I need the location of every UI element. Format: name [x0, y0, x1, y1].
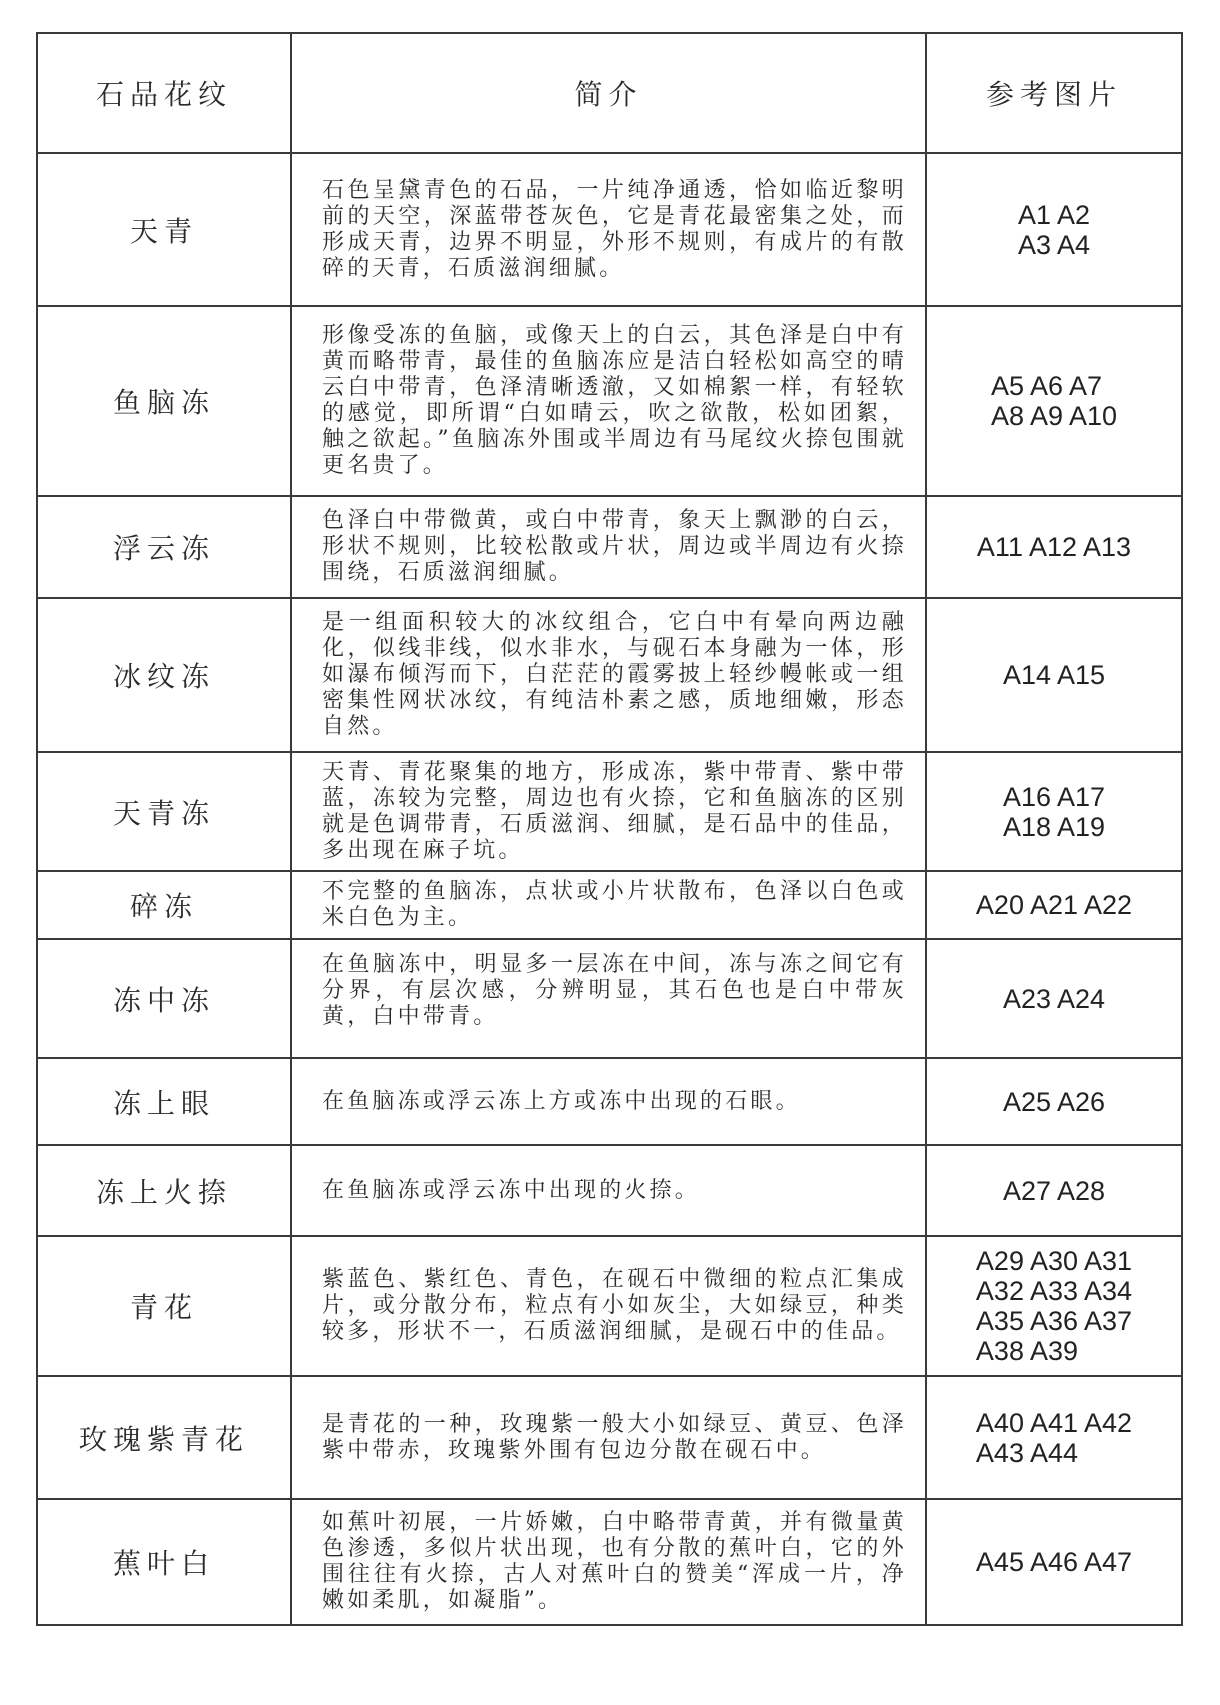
reference-line: A16 A17 — [1002, 781, 1106, 812]
table-row — [37, 871, 1182, 939]
reference-line: A32 A33 A34 — [975, 1276, 1133, 1306]
reference-images — [926, 1058, 1182, 1145]
reference-images — [926, 752, 1182, 871]
pattern-description — [291, 939, 926, 1058]
table-row — [37, 1236, 1182, 1376]
reference-images — [926, 153, 1182, 306]
table-header-row — [37, 33, 1182, 153]
reference-line: A25 A26 — [1002, 1086, 1106, 1117]
table-row — [37, 496, 1182, 598]
description-text: 在鱼脑冻中，明显多一层冻在中间，冻与冻之间它有分界，有层次感，分辨明显，其石色也是白中带灰黄，白中带青。 — [322, 952, 907, 1029]
reference-images — [926, 598, 1182, 752]
description-text: 不完整的鱼脑冻，点状或小片状散布，色泽以白色或米白色为主。 — [322, 879, 907, 930]
pattern-name: 天青冻 — [37, 752, 291, 871]
description-text: 如蕉叶初展，一片娇嫩，白中略带青黄，并有微量黄色渗透，多似片状出现，也有分散的蕉叶白，它的外围往往有火捺，古人对蕉叶白的赞美“浑成一片，净嫩如柔肌，如凝脂”。 — [322, 1510, 907, 1613]
pattern-description — [291, 496, 926, 598]
reference-line: A8 A9 A10 — [990, 401, 1118, 431]
pattern-name: 冰纹冻 — [37, 598, 291, 752]
description-text: 是一组面积较大的冰纹组合，它白中有晕向两边融化，似线非线，似水非水，与砚石本身融为一体，形如瀑布倾泻而下，白茫茫的霞雾披上轻纱幔帐或一组密集性网状冰纹，有纯洁朴素之感，质地细嫩，形态自然。 — [322, 610, 907, 739]
table-row — [37, 1145, 1182, 1236]
reference-images — [926, 496, 1182, 598]
table-row — [37, 598, 1182, 752]
reference-images — [926, 939, 1182, 1058]
header-pattern: 石品花纹 — [37, 33, 291, 153]
pattern-name: 碎冻 — [37, 871, 291, 939]
pattern-name: 冻中冻 — [37, 939, 291, 1058]
reference-line: A3 A4 — [1017, 229, 1091, 260]
pattern-description — [291, 1145, 926, 1236]
table-row — [37, 1058, 1182, 1145]
reference-images — [926, 1145, 1182, 1236]
pattern-name: 冻上火捺 — [37, 1145, 291, 1236]
reference-line: A1 A2 — [1017, 199, 1091, 230]
reference-line: A23 A24 — [1002, 983, 1106, 1014]
description-text: 形像受冻的鱼脑，或像天上的白云，其色泽是白中有黄而略带青，最佳的鱼脑冻应是洁白轻松如高空的晴云白中带青，色泽清晰透澈，又如棉絮一样，有轻软的感觉，即所谓“白如晴云，吹之欲散，松如团絮，触之欲起。”鱼脑冻外围或半周边有马尾纹火捺包围就更名贵了。 — [322, 323, 907, 478]
reference-line: A5 A6 A7 — [990, 371, 1103, 401]
pattern-description — [291, 306, 926, 496]
pattern-name: 天青 — [37, 153, 291, 306]
table-row — [37, 306, 1182, 496]
pattern-name: 浮云冻 — [37, 496, 291, 598]
pattern-description — [291, 752, 926, 871]
reference-line: A40 A41 A42 — [975, 1407, 1133, 1438]
header-description: 简介 — [291, 33, 926, 153]
reference-images — [926, 1236, 1182, 1376]
reference-images — [926, 1499, 1182, 1625]
header-reference: 参考图片 — [926, 33, 1182, 153]
reference-line: A20 A21 A22 — [975, 890, 1133, 920]
reference-line: A38 A39 — [975, 1336, 1079, 1366]
pattern-description — [291, 1376, 926, 1499]
pattern-description — [291, 871, 926, 939]
description-text: 在鱼脑冻或浮云冻上方或冻中出现的石眼。 — [322, 1088, 801, 1114]
reference-line: A18 A19 — [1002, 811, 1106, 842]
reference-line: A43 A44 — [975, 1437, 1079, 1468]
pattern-description — [291, 1499, 926, 1625]
pattern-description — [291, 1058, 926, 1145]
reference-line: A11 A12 A13 — [976, 532, 1132, 562]
reference-line: A45 A46 A47 — [975, 1547, 1133, 1577]
pattern-description — [291, 1236, 926, 1376]
description-text: 色泽白中带微黄，或白中带青，象天上飘渺的白云，形状不规则，比较松散或片状，周边或半周边有火捺围绕，石质滋润细腻。 — [322, 508, 907, 585]
reference-line: A29 A30 A31 — [975, 1246, 1133, 1276]
reference-line: A27 A28 — [1002, 1175, 1106, 1206]
table-row — [37, 1499, 1182, 1625]
reference-line: A14 A15 — [1002, 660, 1106, 690]
pattern-description — [291, 153, 926, 306]
pattern-name: 鱼脑冻 — [37, 306, 291, 496]
description-text: 紫蓝色、紫红色、青色，在砚石中微细的粒点汇集成片，或分散分布，粒点有小如灰尘，大如绿豆，种类较多，形状不一，石质滋润细腻，是砚石中的佳品。 — [322, 1267, 907, 1344]
stone-pattern-table — [36, 32, 1183, 1626]
description-text: 是青花的一种，玫瑰紫一般大小如绿豆、黄豆、色泽紫中带赤，玫瑰紫外围有包边分散在砚石中。 — [322, 1411, 907, 1463]
pattern-name: 玫瑰紫青花 — [37, 1376, 291, 1499]
table-row — [37, 1376, 1182, 1499]
description-text: 天青、青花聚集的地方，形成冻，紫中带青、紫中带蓝，冻较为完整，周边也有火捺，它和鱼脑冻的区别就是色调带青，石质滋润、细腻，是石品中的佳品，多出现在麻子坑。 — [322, 759, 907, 863]
table-row — [37, 153, 1182, 306]
pattern-name: 青花 — [37, 1236, 291, 1376]
pattern-name: 冻上眼 — [37, 1058, 291, 1145]
reference-images — [926, 1376, 1182, 1499]
description-text: 在鱼脑冻或浮云冻中出现的火捺。 — [322, 1177, 701, 1203]
table-row — [37, 939, 1182, 1058]
pattern-name: 蕉叶白 — [37, 1499, 291, 1625]
pattern-description — [291, 598, 926, 752]
description-text: 石色呈黛青色的石品，一片纯净通透，恰如临近黎明前的天空，深蓝带苍灰色，它是青花最密集之处，而形成天青，边界不明显，外形不规则，有成片的有散碎的天青，石质滋润细腻。 — [322, 177, 907, 281]
reference-line: A35 A36 A37 — [975, 1306, 1133, 1336]
reference-images — [926, 306, 1182, 496]
table-row — [37, 752, 1182, 871]
reference-images — [926, 871, 1182, 939]
